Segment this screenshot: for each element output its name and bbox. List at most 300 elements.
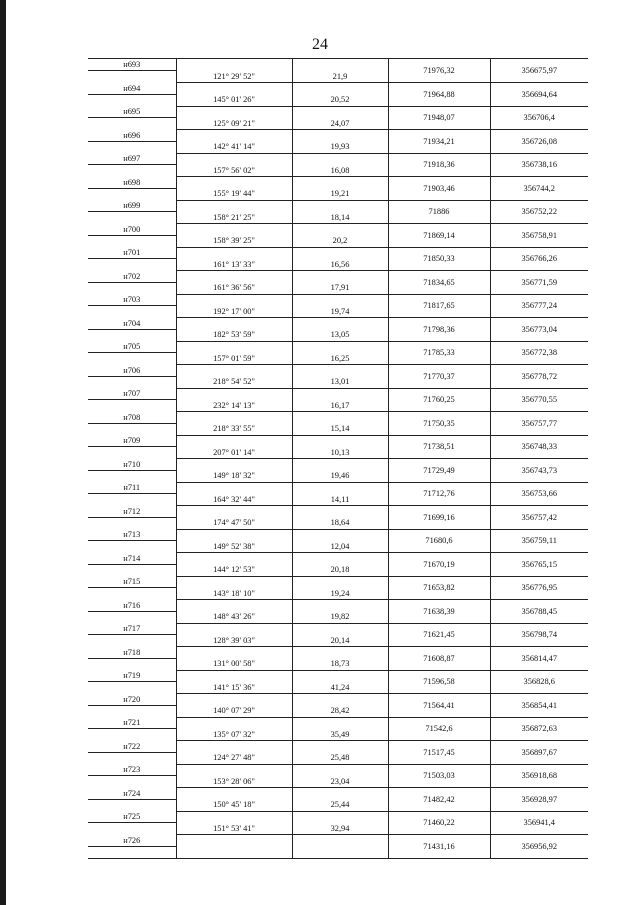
point-row — [88, 59, 588, 71]
x-coordinate: 71564,41 — [388, 694, 490, 718]
distance-cell-empty — [292, 482, 388, 494]
distance-cell-empty — [292, 670, 388, 682]
angle-cell-empty — [176, 341, 292, 353]
point-name: н711 — [88, 482, 176, 494]
point-cell-empty — [88, 658, 176, 670]
direction-angle: 142° 41' 14" — [176, 141, 292, 153]
point-row — [88, 553, 588, 565]
point-row — [88, 529, 588, 541]
distance-cell-empty — [292, 435, 388, 447]
point-cell-empty — [88, 752, 176, 764]
point-name: н699 — [88, 200, 176, 212]
point-cell-empty — [88, 517, 176, 529]
distance-cell-empty — [292, 224, 388, 236]
distance-cell-empty — [292, 247, 388, 259]
point-row — [88, 153, 588, 165]
point-row — [88, 670, 588, 682]
point-name: н701 — [88, 247, 176, 259]
y-coordinate: 356772,38 — [490, 341, 588, 365]
point-cell-empty — [88, 823, 176, 835]
distance-cell-empty — [292, 412, 388, 424]
point-cell-empty — [88, 705, 176, 717]
direction-angle: 155° 19' 44" — [176, 188, 292, 200]
point-row — [88, 482, 588, 494]
distance-cell-empty — [292, 271, 388, 283]
distance-cell-empty — [292, 811, 388, 823]
x-coordinate: 71638,39 — [388, 600, 490, 624]
point-name: н696 — [88, 130, 176, 142]
point-name: н721 — [88, 717, 176, 729]
direction-angle: 218° 54' 52" — [176, 376, 292, 388]
distance-cell-empty — [292, 130, 388, 142]
angle-cell-empty — [176, 247, 292, 259]
y-coordinate: 356773,04 — [490, 318, 588, 342]
point-row — [88, 717, 588, 729]
point-row — [88, 647, 588, 659]
segment-distance: 35,49 — [292, 729, 388, 741]
point-name: н712 — [88, 506, 176, 518]
scan-binding-edge — [0, 0, 6, 905]
point-name: н706 — [88, 365, 176, 377]
point-row — [88, 106, 588, 118]
segment-distance: 13,05 — [292, 329, 388, 341]
distance-cell-empty — [292, 788, 388, 800]
point-name: н693 — [88, 59, 176, 71]
distance-cell-empty — [292, 459, 388, 471]
point-row — [88, 365, 588, 377]
x-coordinate: 71770,37 — [388, 365, 490, 389]
point-name: н697 — [88, 153, 176, 165]
distance-cell-empty — [292, 153, 388, 165]
distance-cell-empty — [292, 318, 388, 330]
point-row — [88, 412, 588, 424]
distance-cell-empty — [292, 83, 388, 95]
point-row — [88, 788, 588, 800]
y-coordinate: 356766,26 — [490, 247, 588, 271]
x-coordinate: 71596,58 — [388, 670, 490, 694]
x-coordinate: 71621,45 — [388, 623, 490, 647]
point-name: н698 — [88, 177, 176, 189]
distance-cell-empty — [292, 200, 388, 212]
point-cell-empty — [88, 423, 176, 435]
direction-angle: 141° 15' 36" — [176, 682, 292, 694]
point-row — [88, 294, 588, 306]
y-coordinate: 356726,08 — [490, 130, 588, 154]
point-cell-empty — [88, 235, 176, 247]
point-cell-empty — [88, 564, 176, 576]
point-cell-empty — [88, 353, 176, 365]
angle-cell-empty — [176, 482, 292, 494]
angle-cell-empty — [176, 200, 292, 212]
point-cell-empty — [88, 776, 176, 788]
segment-distance: 18,64 — [292, 517, 388, 529]
point-name: н725 — [88, 811, 176, 823]
point-row — [88, 341, 588, 353]
point-name: н695 — [88, 106, 176, 118]
point-cell-empty — [88, 682, 176, 694]
y-coordinate: 356854,41 — [490, 694, 588, 718]
angle-cell-empty — [176, 811, 292, 823]
segment-distance: 41,24 — [292, 682, 388, 694]
angle-cell-empty — [176, 623, 292, 635]
segment-distance: 13,01 — [292, 376, 388, 388]
direction-angle: 207° 01' 14" — [176, 447, 292, 459]
point-cell-empty — [88, 282, 176, 294]
x-coordinate: 71869,14 — [388, 224, 490, 248]
x-coordinate: 71680,6 — [388, 529, 490, 553]
point-row — [88, 247, 588, 259]
x-coordinate: 71653,82 — [388, 576, 490, 600]
x-coordinate: 71760,25 — [388, 388, 490, 412]
distance-cell-empty — [292, 741, 388, 753]
y-coordinate: 356778,72 — [490, 365, 588, 389]
angle-cell-empty — [176, 670, 292, 682]
point-name: н703 — [88, 294, 176, 306]
x-coordinate: 71729,49 — [388, 459, 490, 483]
point-cell-empty — [88, 729, 176, 741]
point-cell-empty — [88, 447, 176, 459]
point-row — [88, 83, 588, 95]
distance-cell-empty — [292, 600, 388, 612]
point-cell-empty — [88, 470, 176, 482]
direction-angle: 149° 18' 32" — [176, 470, 292, 482]
distance-cell-empty — [292, 647, 388, 659]
point-cell-empty — [88, 71, 176, 83]
point-row — [88, 177, 588, 189]
direction-angle: 128° 39' 03" — [176, 635, 292, 647]
distance-cell-empty — [292, 388, 388, 400]
coordinates-table — [88, 58, 588, 859]
distance-cell-empty — [292, 341, 388, 353]
segment-distance: 16,17 — [292, 400, 388, 412]
point-cell-empty — [88, 329, 176, 341]
segment-distance: 20,52 — [292, 94, 388, 106]
y-coordinate: 356694,64 — [490, 83, 588, 107]
segment-distance: 16,56 — [292, 259, 388, 271]
direction-angle: 192° 17' 00" — [176, 306, 292, 318]
point-cell-empty — [88, 212, 176, 224]
angle-cell-empty — [176, 130, 292, 142]
x-coordinate: 71738,51 — [388, 435, 490, 459]
point-cell-empty — [88, 494, 176, 506]
direction-angle: 157° 01' 59" — [176, 353, 292, 365]
angle-cell-empty — [176, 435, 292, 447]
direction-angle: 144° 12' 53" — [176, 564, 292, 576]
x-coordinate: 71948,07 — [388, 106, 490, 130]
angle-cell-empty — [176, 224, 292, 236]
y-coordinate: 356941,4 — [490, 811, 588, 835]
y-coordinate: 356918,68 — [490, 764, 588, 788]
segment-distance: 19,24 — [292, 588, 388, 600]
point-cell-empty — [88, 846, 176, 858]
point-name: н705 — [88, 341, 176, 353]
point-cell-empty — [88, 400, 176, 412]
direction-angle: 161° 13' 33" — [176, 259, 292, 271]
distance-cell-empty — [292, 106, 388, 118]
angle-cell-empty — [176, 764, 292, 776]
x-coordinate: 71542,6 — [388, 717, 490, 741]
y-coordinate: 356956,92 — [490, 835, 588, 859]
direction-angle: 158° 21' 25" — [176, 212, 292, 224]
point-row — [88, 459, 588, 471]
y-coordinate: 356752,22 — [490, 200, 588, 224]
point-name: н714 — [88, 553, 176, 565]
direction-angle — [176, 846, 292, 858]
segment-distance: 18,14 — [292, 212, 388, 224]
direction-angle: 174° 47' 50" — [176, 517, 292, 529]
point-row — [88, 835, 588, 847]
angle-cell-empty — [176, 506, 292, 518]
point-cell-empty — [88, 259, 176, 271]
point-name: н715 — [88, 576, 176, 588]
x-coordinate: 71699,16 — [388, 506, 490, 530]
point-name: н713 — [88, 529, 176, 541]
point-row — [88, 224, 588, 236]
y-coordinate: 356788,45 — [490, 600, 588, 624]
point-name: н709 — [88, 435, 176, 447]
point-cell-empty — [88, 635, 176, 647]
x-coordinate: 71817,65 — [388, 294, 490, 318]
direction-angle: 140° 07' 29" — [176, 705, 292, 717]
segment-distance: 10,13 — [292, 447, 388, 459]
point-cell-empty — [88, 799, 176, 811]
x-coordinate: 71834,65 — [388, 271, 490, 295]
point-row — [88, 741, 588, 753]
y-coordinate: 356928,97 — [490, 788, 588, 812]
point-row — [88, 576, 588, 588]
direction-angle: 149° 52' 38" — [176, 541, 292, 553]
y-coordinate: 356776,95 — [490, 576, 588, 600]
point-name: н708 — [88, 412, 176, 424]
point-name: н707 — [88, 388, 176, 400]
point-name: н723 — [88, 764, 176, 776]
point-row — [88, 388, 588, 400]
distance-cell-empty — [292, 294, 388, 306]
distance-cell-empty — [292, 835, 388, 847]
x-coordinate: 71482,42 — [388, 788, 490, 812]
x-coordinate: 71608,87 — [388, 647, 490, 671]
angle-cell-empty — [176, 553, 292, 565]
point-cell-empty — [88, 165, 176, 177]
direction-angle: 158° 39' 25" — [176, 235, 292, 247]
y-coordinate: 356753,66 — [490, 482, 588, 506]
y-coordinate: 356743,73 — [490, 459, 588, 483]
segment-distance: 12,04 — [292, 541, 388, 553]
x-coordinate: 71785,33 — [388, 341, 490, 365]
page-number: 24 — [312, 36, 328, 53]
angle-cell-empty — [176, 318, 292, 330]
direction-angle: 182° 53' 59" — [176, 329, 292, 341]
x-coordinate: 71976,32 — [388, 59, 490, 83]
direction-angle: 161° 36' 56" — [176, 282, 292, 294]
point-name: н710 — [88, 459, 176, 471]
point-row — [88, 694, 588, 706]
y-coordinate: 356738,16 — [490, 153, 588, 177]
point-row — [88, 200, 588, 212]
direction-angle: 121° 29' 52" — [176, 71, 292, 83]
x-coordinate: 71798,36 — [388, 318, 490, 342]
x-coordinate: 71431,16 — [388, 835, 490, 859]
distance-cell-empty — [292, 694, 388, 706]
direction-angle: 157° 56' 02" — [176, 165, 292, 177]
angle-cell-empty — [176, 294, 292, 306]
segment-distance: 14,11 — [292, 494, 388, 506]
segment-distance: 19,74 — [292, 306, 388, 318]
point-row — [88, 130, 588, 142]
segment-distance: 23,04 — [292, 776, 388, 788]
angle-cell-empty — [176, 59, 292, 71]
point-name: н718 — [88, 647, 176, 659]
y-coordinate: 356798,74 — [490, 623, 588, 647]
y-coordinate: 356765,15 — [490, 553, 588, 577]
point-name: н720 — [88, 694, 176, 706]
angle-cell-empty — [176, 600, 292, 612]
x-coordinate: 71886 — [388, 200, 490, 224]
point-cell-empty — [88, 306, 176, 318]
point-row — [88, 764, 588, 776]
segment-distance: 20,14 — [292, 635, 388, 647]
direction-angle: 148° 43' 26" — [176, 611, 292, 623]
segment-distance: 19,46 — [292, 470, 388, 482]
point-cell-empty — [88, 141, 176, 153]
x-coordinate: 71460,22 — [388, 811, 490, 835]
direction-angle: 125° 09' 21" — [176, 118, 292, 130]
angle-cell-empty — [176, 153, 292, 165]
segment-distance: 19,82 — [292, 611, 388, 623]
point-row — [88, 623, 588, 635]
y-coordinate: 356771,59 — [490, 271, 588, 295]
point-cell-empty — [88, 376, 176, 388]
point-cell-empty — [88, 611, 176, 623]
point-row — [88, 435, 588, 447]
distance-cell-empty — [292, 717, 388, 729]
angle-cell-empty — [176, 717, 292, 729]
y-coordinate: 356897,67 — [490, 741, 588, 765]
point-name: н724 — [88, 788, 176, 800]
distance-cell-empty — [292, 365, 388, 377]
segment-distance: 19,93 — [292, 141, 388, 153]
distance-cell-empty — [292, 764, 388, 776]
x-coordinate: 71517,45 — [388, 741, 490, 765]
point-cell-empty — [88, 118, 176, 130]
angle-cell-empty — [176, 177, 292, 189]
x-coordinate: 71918,36 — [388, 153, 490, 177]
segment-distance: 24,07 — [292, 118, 388, 130]
distance-cell-empty — [292, 576, 388, 588]
segment-distance: 25,44 — [292, 799, 388, 811]
angle-cell-empty — [176, 529, 292, 541]
segment-distance: 25,48 — [292, 752, 388, 764]
angle-cell-empty — [176, 459, 292, 471]
point-row — [88, 811, 588, 823]
point-row — [88, 600, 588, 612]
direction-angle: 151° 53' 41" — [176, 823, 292, 835]
distance-cell-empty — [292, 623, 388, 635]
segment-distance: 17,91 — [292, 282, 388, 294]
y-coordinate: 356675,97 — [490, 59, 588, 83]
y-coordinate: 356759,11 — [490, 529, 588, 553]
y-coordinate: 356814,47 — [490, 647, 588, 671]
angle-cell-empty — [176, 835, 292, 847]
segment-distance: 21,9 — [292, 71, 388, 83]
angle-cell-empty — [176, 741, 292, 753]
direction-angle: 131° 00' 58" — [176, 658, 292, 670]
y-coordinate: 356706,4 — [490, 106, 588, 130]
segment-distance: 18,73 — [292, 658, 388, 670]
point-name: н726 — [88, 835, 176, 847]
segment-distance: 16,25 — [292, 353, 388, 365]
direction-angle: 150° 45' 18" — [176, 799, 292, 811]
angle-cell-empty — [176, 647, 292, 659]
point-name: н719 — [88, 670, 176, 682]
point-cell-empty — [88, 94, 176, 106]
point-row — [88, 271, 588, 283]
point-cell-empty — [88, 541, 176, 553]
x-coordinate: 71903,46 — [388, 177, 490, 201]
point-name: н717 — [88, 623, 176, 635]
x-coordinate: 71670,19 — [388, 553, 490, 577]
angle-cell-empty — [176, 271, 292, 283]
x-coordinate: 71934,21 — [388, 130, 490, 154]
y-coordinate: 356748,33 — [490, 435, 588, 459]
direction-angle: 164° 32' 44" — [176, 494, 292, 506]
point-name: н716 — [88, 600, 176, 612]
point-row — [88, 506, 588, 518]
point-name: н694 — [88, 83, 176, 95]
y-coordinate: 356777,24 — [490, 294, 588, 318]
distance-cell-empty — [292, 59, 388, 71]
direction-angle: 153° 28' 06" — [176, 776, 292, 788]
distance-cell-empty — [292, 553, 388, 565]
angle-cell-empty — [176, 83, 292, 95]
angle-cell-empty — [176, 106, 292, 118]
direction-angle: 135° 07' 32" — [176, 729, 292, 741]
y-coordinate: 356744,2 — [490, 177, 588, 201]
segment-distance: 20,2 — [292, 235, 388, 247]
distance-cell-empty — [292, 177, 388, 189]
point-row — [88, 318, 588, 330]
x-coordinate: 71750,35 — [388, 412, 490, 436]
point-name: н722 — [88, 741, 176, 753]
segment-distance: 20,18 — [292, 564, 388, 576]
segment-distance: 16,08 — [292, 165, 388, 177]
angle-cell-empty — [176, 694, 292, 706]
direction-angle: 143° 18' 10" — [176, 588, 292, 600]
y-coordinate: 356757,77 — [490, 412, 588, 436]
y-coordinate: 356828,6 — [490, 670, 588, 694]
segment-distance: 15,14 — [292, 423, 388, 435]
segment-distance: 28,42 — [292, 705, 388, 717]
x-coordinate: 71850,33 — [388, 247, 490, 271]
angle-cell-empty — [176, 412, 292, 424]
segment-distance — [292, 846, 388, 858]
y-coordinate: 356872,63 — [490, 717, 588, 741]
y-coordinate: 356757,42 — [490, 506, 588, 530]
angle-cell-empty — [176, 388, 292, 400]
angle-cell-empty — [176, 576, 292, 588]
direction-angle: 232° 14' 13" — [176, 400, 292, 412]
distance-cell-empty — [292, 506, 388, 518]
direction-angle: 124° 27' 48" — [176, 752, 292, 764]
segment-distance: 32,94 — [292, 823, 388, 835]
segment-distance: 19,21 — [292, 188, 388, 200]
x-coordinate: 71964,88 — [388, 83, 490, 107]
angle-cell-empty — [176, 365, 292, 377]
coordinates-table-body — [88, 59, 588, 859]
point-name: н702 — [88, 271, 176, 283]
x-coordinate: 71503,03 — [388, 764, 490, 788]
angle-cell-empty — [176, 788, 292, 800]
